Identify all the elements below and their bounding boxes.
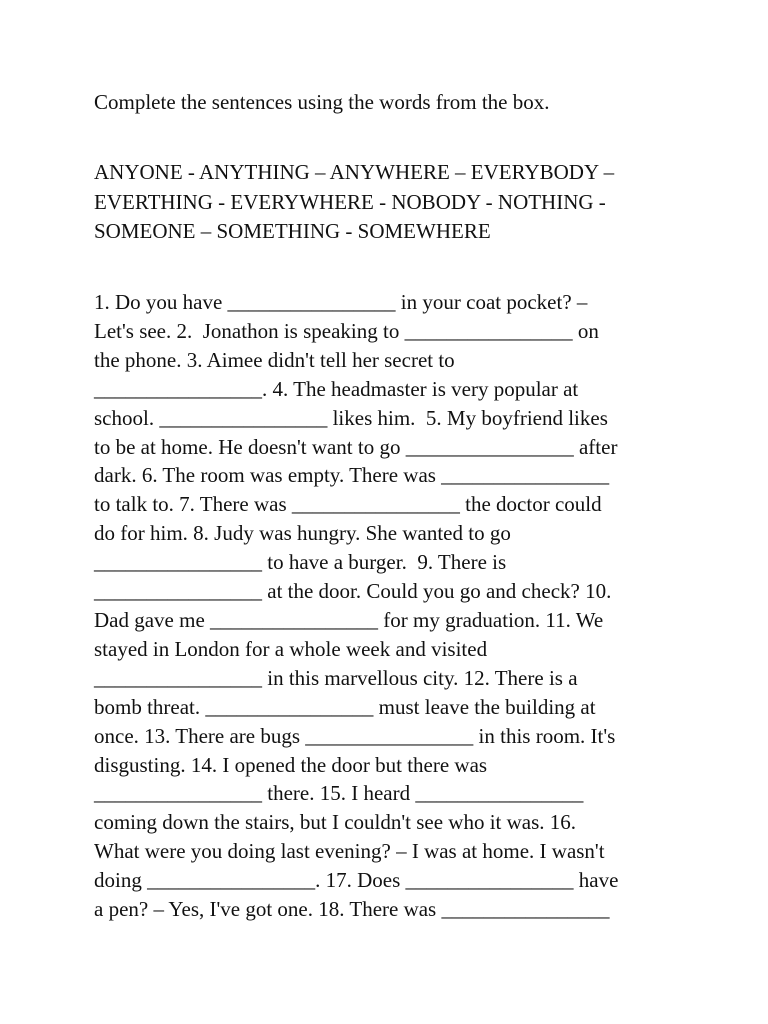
exercise-line: ________________. 4. The headmaster is very popular at bbox=[94, 376, 579, 401]
exercise-line: disgusting. 14. I opened the door but there was bbox=[94, 752, 488, 777]
exercise-line: bomb threat. ________________ must leave the building at bbox=[94, 694, 596, 719]
exercise-line: once. 13. There are bugs ________________ in this room. It's bbox=[94, 723, 616, 748]
exercise-line: Let's see. 2. Jonathon is speaking to ________________ on bbox=[94, 318, 599, 343]
exercise-line: Dad gave me ________________ for my graduation. 11. We bbox=[94, 607, 604, 632]
exercise-line: stayed in London for a whole week and visited bbox=[94, 636, 488, 661]
exercise-line: to be at home. He doesn't want to go ________________ after bbox=[94, 434, 618, 459]
exercise-line: What were you doing last evening? – I was at home. I wasn't bbox=[94, 839, 605, 864]
exercise-line: do for him. 8. Judy was hungry. She wanted to go bbox=[94, 521, 511, 546]
word-box-line: SOMEONE – SOMETHING - SOMEWHERE bbox=[94, 219, 491, 243]
exercise-line: dark. 6. The room was empty. There was ________________ bbox=[94, 463, 610, 488]
exercise-line: ________________ at the door. Could you go and check? 10. bbox=[94, 579, 612, 604]
exercise-line: school. ________________ likes him. 5. My boyfriend likes bbox=[94, 405, 608, 430]
exercise-line: ________________ to have a burger. 9. There is bbox=[94, 550, 507, 575]
exercise-line: the phone. 3. Aimee didn't tell her secret to bbox=[94, 347, 455, 372]
exercise-line: 1. Do you have ________________ in your coat pocket? – bbox=[94, 290, 588, 314]
exercise-line: to talk to. 7. There was ________________ the doctor could bbox=[94, 492, 602, 517]
word-box bbox=[94, 158, 694, 247]
exercise-line: doing ________________. 17. Does ________________ have bbox=[94, 868, 619, 893]
word-box-line: ANYONE - ANYTHING – ANYWHERE – EVERYBODY – bbox=[94, 160, 615, 184]
word-box-line: EVERTHING - EVERYWHERE - NOBODY - NOTHING - bbox=[94, 189, 606, 214]
exercise-text bbox=[94, 288, 694, 924]
instruction-text: Complete the sentences using the words from the box. bbox=[94, 90, 550, 114]
exercise-line: a pen? – Yes, I've got one. 18. There was ________________ bbox=[94, 897, 610, 922]
exercise-line: ________________ there. 15. I heard ________________ bbox=[94, 781, 584, 806]
exercise-line: coming down the stairs, but I couldn't see who it was. 16. bbox=[94, 810, 577, 835]
exercise-line: ________________ in this marvellous city. 12. There is a bbox=[94, 665, 578, 690]
